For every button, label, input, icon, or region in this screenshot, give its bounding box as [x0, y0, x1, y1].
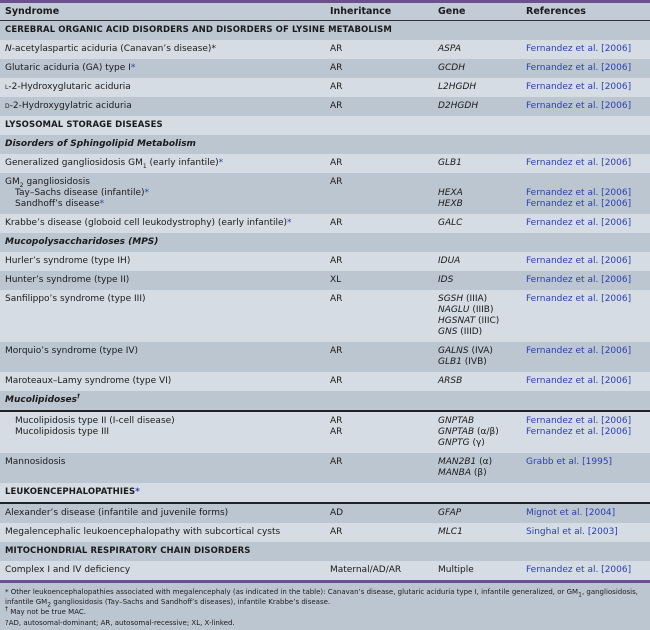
- gene-line: [438, 316, 516, 327]
- section-title: [0, 116, 650, 135]
- inheritance-value: XL: [330, 275, 342, 285]
- inheritance-value: AR: [330, 346, 343, 356]
- table-header-row: [0, 3, 650, 21]
- inheritance-value: AR: [330, 158, 343, 168]
- text-segment: MITOCHONDRIAL RESPIRATORY CHAIN DISORDERS: [5, 546, 251, 556]
- inheritance-value: AR: [330, 44, 343, 54]
- inheritance-cell: [325, 411, 433, 453]
- table-row: [0, 342, 650, 372]
- reference-link[interactable]: Fernandez et al. [2006]: [526, 565, 632, 575]
- syndrome-cell: [0, 290, 325, 342]
- inheritance-value: [330, 199, 428, 210]
- reference-cell: [521, 154, 650, 173]
- reference-cell: [521, 59, 650, 78]
- section-heading-row: [0, 542, 650, 561]
- reference-link[interactable]: Fernandez et al. [2006]: [526, 101, 632, 111]
- syndrome-line: [5, 438, 320, 449]
- text-segment: Hurler’s syndrome (type IH): [5, 256, 131, 266]
- gene-cell: [433, 523, 521, 542]
- footnote: [5, 619, 645, 629]
- reference-cell: [521, 78, 650, 97]
- text-segment: GNPTAB: [438, 427, 475, 437]
- syndrome-cell: [0, 503, 325, 523]
- text-segment: -2-Hydroxygylatric aciduria: [9, 101, 132, 111]
- text-segment: SGSH: [438, 294, 464, 304]
- text-segment: Tay–Sachs disease (infantile): [15, 188, 145, 198]
- gene-line: [438, 44, 516, 55]
- gene-line: [438, 82, 516, 93]
- text-segment: GCDH: [438, 63, 465, 73]
- footnote-marker: *: [218, 158, 224, 168]
- gene-line: [438, 327, 516, 338]
- text-segment: Megalencephalic leukoencephalopathy with subcortical cysts: [5, 527, 281, 537]
- inheritance-cell: [325, 173, 433, 214]
- reference-link[interactable]: Fernandez et al. [2006]: [526, 199, 632, 209]
- table-row: [0, 523, 650, 542]
- inheritance-cell: [325, 78, 433, 97]
- syndrome-line: [5, 188, 320, 199]
- footnote-marker: *: [287, 218, 292, 228]
- syndrome-line: [5, 427, 320, 438]
- syndrome-line: [5, 177, 320, 188]
- reference-link[interactable]: Fernandez et al. [2006]: [526, 188, 632, 198]
- text-segment: (early infantile): [146, 158, 219, 168]
- table-row: [0, 173, 650, 214]
- text-segment: (γ): [469, 438, 485, 448]
- text-segment: Mucopolysaccharidoses (MPS): [5, 237, 159, 247]
- text-segment: (IIIA): [463, 294, 488, 304]
- footnote-marker: *: [99, 199, 105, 209]
- gene-line: [438, 427, 516, 438]
- syndrome-cell: [0, 59, 325, 78]
- gene-line: [438, 199, 516, 210]
- text-segment: †: [5, 605, 8, 613]
- syndrome-cell: [0, 78, 325, 97]
- text-segment: HGSNAT: [438, 316, 476, 326]
- table-row: [0, 78, 650, 97]
- text-segment: * Other leukoencephalopathies associated with megalencephaly (as indicated in the table): Canavan’s disease, glutaric aciduria type I, infantile generalized, or GM: [5, 588, 579, 596]
- text-segment: Mannosidosis: [5, 457, 66, 467]
- table-row: [0, 411, 650, 453]
- text-segment: GNS: [438, 327, 458, 337]
- text-segment: CEREBRAL ORGANIC ACID DISORDERS AND DISORDERS OF LYSINE METABOLISM: [5, 25, 392, 35]
- table-footnotes: [0, 580, 650, 630]
- gene-line: [438, 457, 516, 468]
- reference-cell: [521, 503, 650, 523]
- footnote-marker: *: [144, 188, 150, 198]
- table-row: [0, 290, 650, 342]
- gene-line: [438, 376, 516, 387]
- table-row: [0, 252, 650, 271]
- inheritance-value: AR: [330, 527, 343, 537]
- reference-link[interactable]: Fernandez et al. [2006]: [526, 82, 632, 92]
- inheritance-value: AR: [330, 376, 343, 386]
- syndrome-cell: [0, 342, 325, 372]
- inheritance-value: AR: [330, 218, 343, 228]
- text-segment: (IIIC): [475, 316, 500, 326]
- section-heading-row: [0, 21, 650, 41]
- text-segment: D2HGDH: [438, 101, 479, 111]
- inheritance-cell: [325, 271, 433, 290]
- reference-cell: [521, 40, 650, 59]
- syndrome-gene-table: [0, 3, 650, 580]
- reference-cell: [521, 523, 650, 542]
- reference-link[interactable]: Grabb et al. [1995]: [526, 457, 613, 467]
- reference-cell: [521, 97, 650, 116]
- text-segment: ASPA: [438, 44, 462, 54]
- gene-line: [438, 438, 516, 449]
- text-segment: Glutaric aciduria (GA) type I: [5, 63, 131, 73]
- section-title: [0, 21, 650, 41]
- text-segment: (IVA): [468, 346, 493, 356]
- text-segment: GM: [5, 177, 20, 187]
- text-segment: IDS: [438, 275, 454, 285]
- gene-line: [438, 565, 516, 576]
- gene-cell: [433, 561, 521, 580]
- inheritance-value: AR: [330, 294, 343, 304]
- syndrome-cell: [0, 214, 325, 233]
- gene-cell: [433, 97, 521, 116]
- gene-cell: [433, 453, 521, 483]
- reference-cell: [521, 561, 650, 580]
- reference-link[interactable]: Fernandez et al. [2006]: [526, 294, 632, 304]
- syndrome-cell: [0, 523, 325, 542]
- section-title: [0, 483, 650, 503]
- inheritance-value: AR: [330, 82, 343, 92]
- reference-cell: [521, 411, 650, 453]
- text-segment: (IIIB): [469, 305, 494, 315]
- gene-line: [438, 357, 516, 368]
- inheritance-cell: [325, 453, 433, 483]
- text-segment: Maroteaux–Lamy syndrome (type VI): [5, 376, 172, 386]
- text-segment: Mucolipidosis type III: [15, 427, 110, 437]
- gene-cell: [433, 173, 521, 214]
- reference-cell: [521, 252, 650, 271]
- section-heading-row: [0, 116, 650, 135]
- gene-line: [438, 346, 516, 357]
- inheritance-cell: [325, 372, 433, 391]
- reference-link[interactable]: Fernandez et al. [2006]: [526, 416, 632, 426]
- text-segment: (IIID): [457, 327, 483, 337]
- text-segment: 2: [47, 600, 52, 608]
- syndrome-cell: [0, 97, 325, 116]
- inheritance-value: AR: [330, 427, 343, 437]
- inheritance-cell: [325, 97, 433, 116]
- inheritance-cell: [325, 154, 433, 173]
- text-segment: LEUKOENCEPHALOPATHIES: [5, 487, 136, 497]
- reference-link[interactable]: Fernandez et al. [2006]: [526, 275, 632, 285]
- text-segment: Multiple: [438, 565, 474, 575]
- inheritance-value: AR: [330, 256, 343, 266]
- syndrome-cell: [0, 271, 325, 290]
- text-segment: (α/β): [474, 427, 499, 437]
- text-segment: HEXA: [438, 188, 463, 198]
- text-segment: LYSOSOMAL STORAGE DISEASES: [5, 120, 163, 130]
- section-title: [0, 542, 650, 561]
- gene-line: [438, 63, 516, 74]
- text-segment: Krabbe’s disease (globoid cell leukodystrophy) (early infantile): [5, 218, 288, 228]
- footnote: [5, 605, 645, 618]
- reference-cell: [521, 214, 650, 233]
- reference-link[interactable]: Fernandez et al. [2006]: [526, 346, 632, 356]
- reference-link[interactable]: Fernandez et al. [2006]: [526, 218, 632, 228]
- text-segment: Sanfilippo’s syndrome (type III): [5, 294, 146, 304]
- syndrome-line: [5, 199, 320, 210]
- text-segment: GALNS: [438, 346, 469, 356]
- header-inheritance: Inheritance: [325, 3, 433, 21]
- reference-link[interactable]: Fernandez et al. [2006]: [526, 158, 632, 168]
- text-segment: HEXB: [438, 199, 463, 209]
- text-segment: MAN2B1: [438, 457, 477, 467]
- reference-link[interactable]: Singhal et al. [2003]: [526, 527, 618, 537]
- reference-cell: [521, 271, 650, 290]
- text-segment: (β): [471, 468, 487, 478]
- syndrome-cell: [0, 561, 325, 580]
- inheritance-cell: [325, 59, 433, 78]
- reference-link[interactable]: Mignot et al. [2004]: [526, 508, 616, 518]
- inheritance-cell: [325, 523, 433, 542]
- table-row: [0, 271, 650, 290]
- inheritance-value: AR: [330, 416, 343, 426]
- text-segment: , gangliosidosis, infantile GM: [5, 588, 638, 606]
- text-segment: Mucolipidoses: [5, 395, 78, 405]
- table-row: [0, 40, 650, 59]
- footnote: [5, 588, 645, 607]
- gene-line: [438, 158, 516, 169]
- table-row: [0, 453, 650, 483]
- footnote-marker: *: [135, 487, 140, 497]
- text-segment: GLB1: [438, 357, 462, 367]
- text-segment: May not be true MAC.: [8, 608, 86, 616]
- syndrome-line: [5, 416, 320, 427]
- syndrome-cell: [0, 154, 325, 173]
- reference-link[interactable]: Fernandez et al. [2006]: [526, 44, 632, 54]
- text-segment: NAGLU: [438, 305, 470, 315]
- header-gene: Gene: [433, 3, 521, 21]
- text-segment: (α): [476, 457, 493, 467]
- gene-cell: [433, 252, 521, 271]
- inheritance-cell: [325, 342, 433, 372]
- gene-cell: [433, 214, 521, 233]
- text-segment: gangliosidosis (Tay–Sachs and Sandhoff’s diseases), infantile Krabbe’s disease.: [51, 597, 331, 606]
- reference-cell: [521, 372, 650, 391]
- section-heading-row: [0, 483, 650, 503]
- reference-link[interactable]: Fernandez et al. [2006]: [526, 256, 632, 266]
- footnote-marker: *: [130, 63, 136, 73]
- gene-cell: [433, 290, 521, 342]
- gene-line: [438, 188, 516, 199]
- text-segment: GNPTAB: [438, 416, 475, 426]
- section-title: [0, 391, 650, 411]
- reference-cell: [521, 453, 650, 483]
- text-segment: GNPTG: [438, 438, 470, 448]
- text-segment: MANBA: [438, 468, 471, 478]
- text-segment: L2HGDH: [438, 82, 477, 92]
- text-segment: Complex I and IV deficiency: [5, 565, 131, 575]
- subsection-heading-row: [0, 135, 650, 154]
- text-segment: †: [77, 393, 81, 400]
- text-segment: Generalized gangliosidosis GM: [5, 158, 143, 168]
- inheritance-value: AR: [330, 63, 343, 73]
- text-segment: gangliosidosis: [23, 177, 90, 187]
- subsection-heading-row: [0, 233, 650, 252]
- inheritance-value: AR: [330, 101, 343, 111]
- text-segment: -acetylaspartic aciduria (Canavan’s disease)*: [11, 44, 216, 54]
- gene-line: [438, 275, 516, 286]
- inheritance-cell: [325, 40, 433, 59]
- syndrome-cell: [0, 411, 325, 453]
- table-body: [0, 21, 650, 581]
- reference-cell: [521, 290, 650, 342]
- inheritance-cell: [325, 214, 433, 233]
- gene-line: [438, 294, 516, 305]
- reference-cell: [521, 173, 650, 214]
- inheritance-value: AR: [330, 177, 343, 187]
- text-segment: Mucolipidosis type II (I-cell disease): [15, 416, 175, 426]
- reference-cell: [521, 342, 650, 372]
- text-segment: 1: [578, 591, 582, 599]
- gene-cell: [433, 411, 521, 453]
- reference-link: [526, 438, 645, 449]
- gene-cell: [433, 78, 521, 97]
- syndrome-cell: [0, 40, 325, 59]
- text-segment: IDUA: [438, 256, 461, 266]
- gene-cell: [433, 59, 521, 78]
- text-segment: -2-Hydroxyglutaric aciduria: [8, 82, 131, 92]
- gene-line: [438, 508, 516, 519]
- reference-link[interactable]: Fernandez et al. [2006]: [526, 63, 632, 73]
- inheritance-cell: [325, 503, 433, 523]
- text-segment: (IVB): [461, 357, 487, 367]
- text-segment: GFAP: [438, 508, 462, 518]
- inheritance-cell: [325, 252, 433, 271]
- gene-cell: [433, 154, 521, 173]
- gene-line: [438, 256, 516, 267]
- header-syndrome: Syndrome: [0, 3, 325, 21]
- gene-line: [438, 218, 516, 229]
- gene-line: [438, 177, 516, 188]
- gene-cell: [433, 503, 521, 523]
- text-segment: l: [5, 82, 9, 92]
- gene-cell: [433, 342, 521, 372]
- table-row: [0, 503, 650, 523]
- text-segment: MLC1: [438, 527, 463, 537]
- gene-line: [438, 527, 516, 538]
- table-row: [0, 372, 650, 391]
- table-row: [0, 59, 650, 78]
- syndrome-cell: [0, 252, 325, 271]
- gene-cell: [433, 271, 521, 290]
- text-segment: 1: [142, 162, 147, 170]
- text-segment: ?AD, autosomal-dominant; AR, autosomal-recessive; XL, X-linked.: [5, 618, 235, 627]
- section-title: [0, 135, 650, 154]
- text-segment: 2: [19, 181, 24, 189]
- text-segment: GLB1: [438, 158, 462, 168]
- table-row: [0, 97, 650, 116]
- text-segment: Disorders of Sphingolipid Metabolism: [5, 139, 196, 149]
- inheritance-value: [330, 438, 428, 449]
- gene-line: [438, 416, 516, 427]
- text-segment: Morquio’s syndrome (type IV): [5, 346, 139, 356]
- text-segment: Hunter’s syndrome (type II): [5, 275, 130, 285]
- gene-cell: [433, 372, 521, 391]
- header-references: References: [521, 3, 650, 21]
- syndrome-cell: [0, 453, 325, 483]
- gene-line: [438, 305, 516, 316]
- gene-cell: [433, 40, 521, 59]
- inheritance-value: AD: [330, 508, 344, 518]
- reference-link: [526, 177, 645, 188]
- text-segment: d: [5, 101, 10, 111]
- text-segment: ARSB: [438, 376, 463, 386]
- text-segment: N: [5, 44, 12, 54]
- inheritance-value: AR: [330, 457, 343, 467]
- table-row: [0, 561, 650, 580]
- inheritance-value: Maternal/AD/AR: [330, 565, 402, 575]
- table-row: [0, 154, 650, 173]
- text-segment: Alexander’s disease (infantile and juvenile forms): [5, 508, 229, 518]
- subsection-heading-row: [0, 391, 650, 411]
- gene-line: [438, 101, 516, 112]
- reference-link[interactable]: Fernandez et al. [2006]: [526, 427, 632, 437]
- text-segment: GALC: [438, 218, 463, 228]
- inheritance-cell: [325, 290, 433, 342]
- inheritance-cell: [325, 561, 433, 580]
- syndrome-cell: [0, 372, 325, 391]
- reference-link[interactable]: Fernandez et al. [2006]: [526, 376, 632, 386]
- section-title: [0, 233, 650, 252]
- syndrome-cell: [0, 173, 325, 214]
- text-segment: Sandhoff’s disease: [15, 199, 100, 209]
- inheritance-value: [330, 188, 428, 199]
- gene-line: [438, 468, 516, 479]
- table-row: [0, 214, 650, 233]
